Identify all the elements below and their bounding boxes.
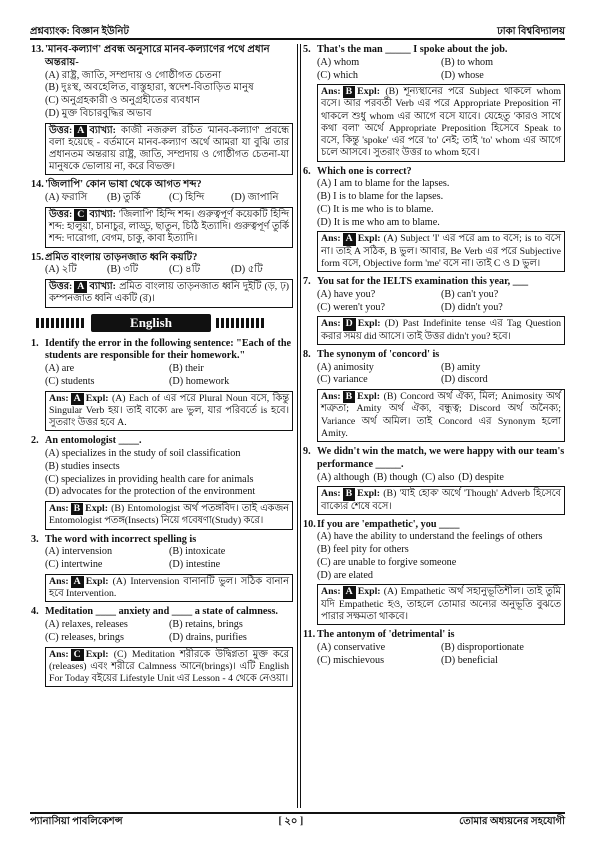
question-stem: The synonym of 'concord' is — [317, 348, 440, 360]
right-column — [303, 44, 565, 808]
question-number: 8. — [303, 348, 311, 360]
answer-explanation-box — [45, 279, 293, 307]
answer-prefix: Ans: — [321, 586, 341, 598]
option-item: (A) have the ability to understand the feelings of others — [317, 531, 543, 543]
left-column — [31, 44, 293, 808]
explanation-label: Expl: — [85, 392, 109, 404]
question-text — [303, 629, 565, 642]
question-text — [31, 338, 293, 364]
column-divider — [300, 44, 301, 808]
answer-explanation-box — [317, 231, 565, 272]
option-item: (B) intoxicate — [169, 546, 226, 558]
explanation-text: (B) 'যাই হোক' অর্থে 'Though' Adverb হিসেবে বাক্যের শেষে বসে। — [321, 488, 561, 512]
option-item: (B) though — [373, 471, 418, 483]
answer-prefix: Ans: — [49, 392, 69, 404]
answer-options — [31, 192, 293, 205]
question-number: 5. — [303, 44, 311, 55]
answer-letter-badge: D — [343, 318, 356, 330]
question-text — [31, 534, 293, 547]
answer-options — [303, 289, 565, 315]
explanation-text: (A) Each of এর পরে Plural Noun বসে, কিন্তু Singular Verb হয়। তাই বাক্যে are ভুল, যার পরিবর্তে is হবে। সুতরাং উত্তর হবে A. — [49, 392, 289, 429]
option-item: (C) mischievous — [317, 654, 385, 666]
question-item — [31, 338, 293, 432]
question-number: 15. — [31, 251, 44, 263]
explanation-label: Expl: — [357, 488, 381, 500]
answer-options — [303, 362, 565, 388]
option-item: (C) weren't you? — [317, 301, 386, 313]
option-item: (A) although — [317, 471, 370, 483]
question-number: 1. — [31, 337, 39, 349]
option-item: (B) amity — [441, 361, 481, 373]
answer-letter-badge: A — [71, 393, 84, 405]
option-item: (B) their — [169, 363, 204, 375]
question-number: 14. — [31, 179, 44, 191]
header-right: ঢাকা বিশ্ববিদ্যালয় — [497, 26, 565, 37]
option-item: (C) which — [317, 69, 359, 81]
answer-prefix: Ans: — [49, 648, 69, 660]
question-text — [31, 435, 293, 448]
option-item: (D) মুক্ত বিচারবুদ্ধির অভাব — [45, 107, 152, 119]
explanation-label: ব্যাখ্যা: — [89, 281, 116, 293]
answer-prefix: উত্তর: — [49, 208, 73, 220]
answer-options — [303, 642, 565, 668]
answer-prefix: Ans: — [321, 488, 341, 500]
option-item: (A) have you? — [317, 288, 376, 300]
footer-left: প্যানাসিয়া পাবলিকেশন্স — [30, 815, 123, 827]
explanation-label: Expl: — [85, 648, 109, 660]
explanation-label: Expl: — [85, 503, 109, 515]
question-stem: প্রমিত বাংলায় তাড়নজাত ধ্বনি কয়টি? — [45, 251, 198, 263]
page-number: [ ২০ ] — [278, 815, 304, 827]
option-item: (D) didn't you? — [441, 301, 503, 313]
question-stem: Which one is correct? — [317, 165, 412, 177]
question-item — [31, 534, 293, 603]
option-item: (B) studies insects — [45, 460, 120, 472]
page-footer — [30, 812, 565, 828]
answer-letter-badge: B — [343, 488, 356, 500]
option-item: (B) I is to blame for the lapses. — [317, 191, 444, 203]
answer-explanation-box — [317, 84, 565, 161]
option-item: (B) দুঃস্থ, অবহেলিত, বাস্তুহারা, স্বদেশ-বিতাড়িত মানুষ — [45, 82, 254, 94]
option-item: (C) releases, brings — [45, 631, 124, 643]
answer-options — [31, 448, 293, 499]
explanation-text: 'জিলাপি' হিন্দি শব্দ। গুরুত্বপূর্ণ কয়েকটি হিন্দি শব্দ: হালুয়া, চানাচুর, লাড্ডু, ছাতুন, চিঠি ইত্যাদি। গুরুত্বপূর্ণ তুর্কি শব্দ: দারোগা, বেগম, চাকু, কাবা ইত্যাদি। — [49, 208, 289, 245]
question-stem: The word with incorrect spelling is — [45, 533, 197, 545]
question-text — [31, 252, 293, 265]
option-item: (B) তুর্কি — [107, 192, 141, 204]
answer-explanation-box — [45, 647, 293, 688]
explanation-label: Expl: — [85, 575, 109, 587]
explanation-text: (B) Entomologist অর্থ পতঙ্গবিদ। তাই একজন Entomologist পতঙ্গ(Insects) নিয়ে গবেষণা(Study) করে। — [49, 503, 290, 527]
answer-explanation-box — [317, 389, 565, 442]
question-stem: You sat for the IELTS examination this year, ___ — [317, 276, 529, 288]
question-item — [303, 349, 565, 442]
question-text — [31, 179, 293, 192]
answer-options — [31, 363, 293, 389]
answer-letter-badge: B — [71, 503, 84, 515]
question-item — [303, 166, 565, 272]
question-number: 7. — [303, 276, 311, 288]
question-stem: An entomologist ____. — [45, 435, 142, 447]
option-item: (A) রাষ্ট্র, জাতি, সম্প্রদায় ও গোষ্ঠীগত চেতনা — [45, 69, 222, 81]
explanation-text: (A) Subject 'I' এর পরে am to বসে; is to বসে না। তাই A সঠিক, B ভুল। আবার, Be Verb এর পরে Subjective form বসে, Objective form 'me' বসে না। তাই C ও D ভুল। — [321, 233, 561, 269]
option-item: (C) specializes in providing health care for animals — [45, 473, 254, 485]
option-item: (D) despite — [458, 471, 504, 483]
question-text — [31, 606, 293, 619]
option-item: (B) to whom — [441, 56, 494, 68]
question-text — [31, 44, 293, 70]
option-item: (B) feel pity for others — [317, 544, 409, 556]
answer-prefix: উত্তর: — [49, 281, 73, 293]
answer-prefix: Ans: — [321, 391, 341, 403]
answer-prefix: Ans: — [321, 86, 341, 98]
option-item: (D) ৫টি — [231, 264, 263, 276]
answer-letter-badge: B — [343, 391, 356, 403]
answer-options — [31, 70, 293, 121]
answer-explanation-box — [45, 501, 293, 529]
page-header — [30, 26, 565, 40]
option-item: (A) ২টি — [45, 264, 77, 276]
explanation-label: Expl: — [357, 318, 381, 330]
answer-letter-badge: A — [343, 586, 356, 598]
option-item: (D) beneficial — [441, 654, 498, 666]
question-text — [303, 276, 565, 289]
option-item: (C) also — [421, 471, 455, 483]
option-item: (A) ফরাসি — [45, 192, 88, 204]
option-item: (C) It is me who is to blame. — [317, 203, 434, 215]
answer-options — [303, 531, 565, 582]
option-item: (A) animosity — [317, 361, 374, 373]
explanation-label: Expl: — [357, 391, 381, 403]
answer-explanation-box — [317, 584, 565, 625]
answer-prefix: উত্তর: — [49, 124, 73, 136]
question-text — [303, 166, 565, 179]
question-number: 2. — [31, 435, 39, 447]
explanation-text: (B) Concord অর্থ ঐক্য, মিল; Animosity অর্থ শত্রুতা; Amity অর্থ ঐক্য, বন্ধুত্ব; Discord অর্থ অনৈক্য; Variance অর্থ অমিল। তাই Concord এর Synonym হলো Amity. — [321, 391, 561, 439]
footer-right: তোমার অধ্যয়নের সহযোগী — [459, 815, 565, 827]
answer-explanation-box — [45, 574, 293, 602]
explanation-label: Expl: — [357, 233, 381, 245]
option-item: (A) conservative — [317, 641, 386, 653]
section-title-banner: English — [91, 314, 211, 332]
explanation-text: (B) শূন্যস্থানের পরে Subject থাকলে whom বসে। আর পরবর্তী Verb এর পরে Appropriate Preposition না থাকলে শুধু whom এর আগে বসে যাবে। যেহেতু 'কারও সাথে কথা বলা' অর্থে Appropriate Preposition হিসেবে Speak to বসে, কিন্তু 'spoke' এর পরে 'to' নেই; তাই 'to' whom এর আগে চলে আসবে। সুতরাং উত্তর to whom হবে। — [321, 86, 562, 159]
explanation-text: (A) Empathetic অর্থ সহানুভূতিশীল। তাই তুমি যদি Empathetic হও, তাহলে তোমার অন্যের অনুভূতি বুঝতে পারার সক্ষমতা থাকবে। — [321, 586, 561, 622]
question-item — [303, 276, 565, 345]
answer-options — [303, 178, 565, 229]
question-text — [303, 349, 565, 362]
question-item — [31, 44, 293, 175]
question-stem: The antonym of 'detrimental' is — [317, 629, 455, 641]
explanation-label: Expl: — [357, 86, 381, 98]
option-item: (C) অনুগ্রহকারী ও অনুগ্রহীতের ব্যবধান — [45, 95, 200, 106]
explanation-text: কাজী নজরুল রচিত 'মানব-কল্যাণ' প্রবন্ধে বলা হয়েছে - বর্তমানে মানব-কল্যাণ অর্থে আমরা যা বুঝি তার প্রধানতম অন্তরায় রাষ্ট্র, জাতি, সম্প্রদায় ও গোষ্ঠীগত চেতনা-যা মানুষকে ভোলায় না, করে বিভক্ত। — [49, 124, 289, 173]
option-item: (D) intestine — [169, 559, 221, 571]
answer-letter-badge: A — [71, 576, 84, 588]
option-item: (C) variance — [317, 374, 368, 386]
answer-explanation-box — [45, 123, 293, 176]
answer-prefix: Ans: — [49, 575, 69, 587]
option-item: (D) discord — [441, 374, 488, 386]
question-item — [31, 435, 293, 529]
question-item — [303, 519, 565, 625]
option-item: (B) ৩টি — [107, 264, 139, 276]
question-stem: Meditation ____ anxiety and ____ a state of calmness. — [45, 606, 278, 618]
question-item — [303, 446, 565, 515]
question-item — [31, 252, 293, 308]
option-item: (A) are — [45, 363, 75, 375]
answer-letter-badge: B — [343, 86, 356, 98]
header-left: প্রশ্নব্যাংক: বিজ্ঞান ইউনিট — [30, 26, 129, 37]
question-stem: We didn't win the match, we were happy with our team's performance _____. — [317, 446, 565, 470]
option-item: (C) are unable to forgive someone — [317, 556, 457, 568]
answer-prefix: Ans: — [49, 503, 69, 515]
question-number: 4. — [31, 606, 39, 618]
answer-letter-badge: A — [74, 281, 87, 293]
answer-letter-badge: C — [71, 649, 84, 661]
option-item: (A) I am to blame for the lapses. — [317, 178, 450, 190]
question-stem: 'জিলাপি' কোন ভাষা থেকে আগত শব্দ? — [45, 179, 202, 191]
answer-options — [303, 57, 565, 83]
option-item: (C) intertwine — [45, 559, 103, 571]
explanation-label: Expl: — [357, 586, 381, 598]
option-item: (D) whose — [441, 69, 484, 81]
question-item — [303, 629, 565, 667]
explanation-text: (A) Intervension বানানটি ভুল। সঠিক বানান হবে Intervention. — [49, 575, 289, 600]
option-item: (A) specializes in the study of soil classification — [45, 448, 241, 460]
option-item: (B) can't you? — [441, 288, 499, 300]
answer-explanation-box — [317, 316, 565, 344]
answer-letter-badge: C — [74, 209, 87, 221]
question-text — [303, 44, 565, 57]
question-number: 6. — [303, 165, 311, 177]
answer-prefix: Ans: — [321, 318, 341, 330]
option-item: (A) whom — [317, 56, 360, 68]
option-item: (D) advocates for the protection of the environment — [45, 486, 256, 498]
question-stem: 'মানব-কল্যাণ' প্রবন্ধ অনুসারে মানব-কল্যাণের পথে প্রধান অন্তরায়- — [45, 44, 270, 68]
option-item: (C) students — [45, 375, 95, 387]
question-stem: If you are 'empathetic', you ____ — [317, 518, 460, 530]
question-number: 9. — [303, 446, 311, 458]
column-divider — [297, 44, 298, 808]
option-item: (A) intervension — [45, 546, 113, 558]
answer-letter-badge: A — [74, 125, 87, 137]
answer-options — [303, 472, 565, 485]
explanation-text: (D) Past Indefinite tense এর Tag Question করার সময় did আসে। তাই উত্তর didn't you? হবে। — [321, 318, 561, 342]
answer-options — [31, 619, 293, 645]
answer-letter-badge: A — [343, 233, 356, 245]
answer-options — [31, 264, 293, 277]
option-item: (B) disproportionate — [441, 641, 524, 653]
question-number: 3. — [31, 533, 39, 545]
option-item: (C) হিন্দি — [169, 192, 205, 204]
option-item: (D) are elated — [317, 569, 373, 581]
option-item: (D) homework — [169, 375, 230, 387]
question-text — [303, 519, 565, 532]
question-number: 10. — [303, 518, 316, 530]
answer-options — [31, 546, 293, 572]
option-item: (A) relaxes, releases — [45, 619, 128, 630]
question-item — [303, 44, 565, 162]
explanation-text: (C) Meditation শরীরকে উদ্বিগ্নতা মুক্ত করে (releases) এবং শরীরে Calmness আনে(brings)। এটি English For Today বইয়ের Lifestyle Unit এর Lesson - 4 থেকে নেওয়া। — [49, 648, 289, 684]
question-text — [303, 446, 565, 472]
option-item: (C) ৪টি — [169, 264, 201, 276]
question-number: 11. — [303, 629, 316, 641]
answer-explanation-box — [45, 207, 293, 248]
option-item: (D) It is me who am to blame. — [317, 216, 440, 228]
question-stem: That's the man _____ I spoke about the job. — [317, 44, 508, 55]
answer-explanation-box — [45, 391, 293, 432]
option-item: (D) জাপানি — [231, 192, 279, 204]
question-item — [31, 606, 293, 687]
question-item — [31, 179, 293, 247]
answer-prefix: Ans: — [321, 233, 341, 245]
question-stem: Identify the error in the following sentence: "Each of the students are responsible for their homework." — [45, 337, 292, 362]
explanation-label: ব্যাখ্যা: — [89, 124, 116, 136]
option-item: (D) drains, purifies — [169, 631, 247, 643]
explanation-text: প্রমিত বাংলায় তাড়নজাত ধ্বনি দুইটি (ড়, ঢ়) কম্পনজাত ধ্বনি একটি (র)। — [49, 281, 290, 305]
option-item: (B) retains, brings — [169, 619, 243, 630]
answer-explanation-box — [317, 486, 565, 514]
explanation-label: ব্যাখ্যা: — [89, 208, 116, 220]
question-number: 13. — [31, 44, 44, 55]
